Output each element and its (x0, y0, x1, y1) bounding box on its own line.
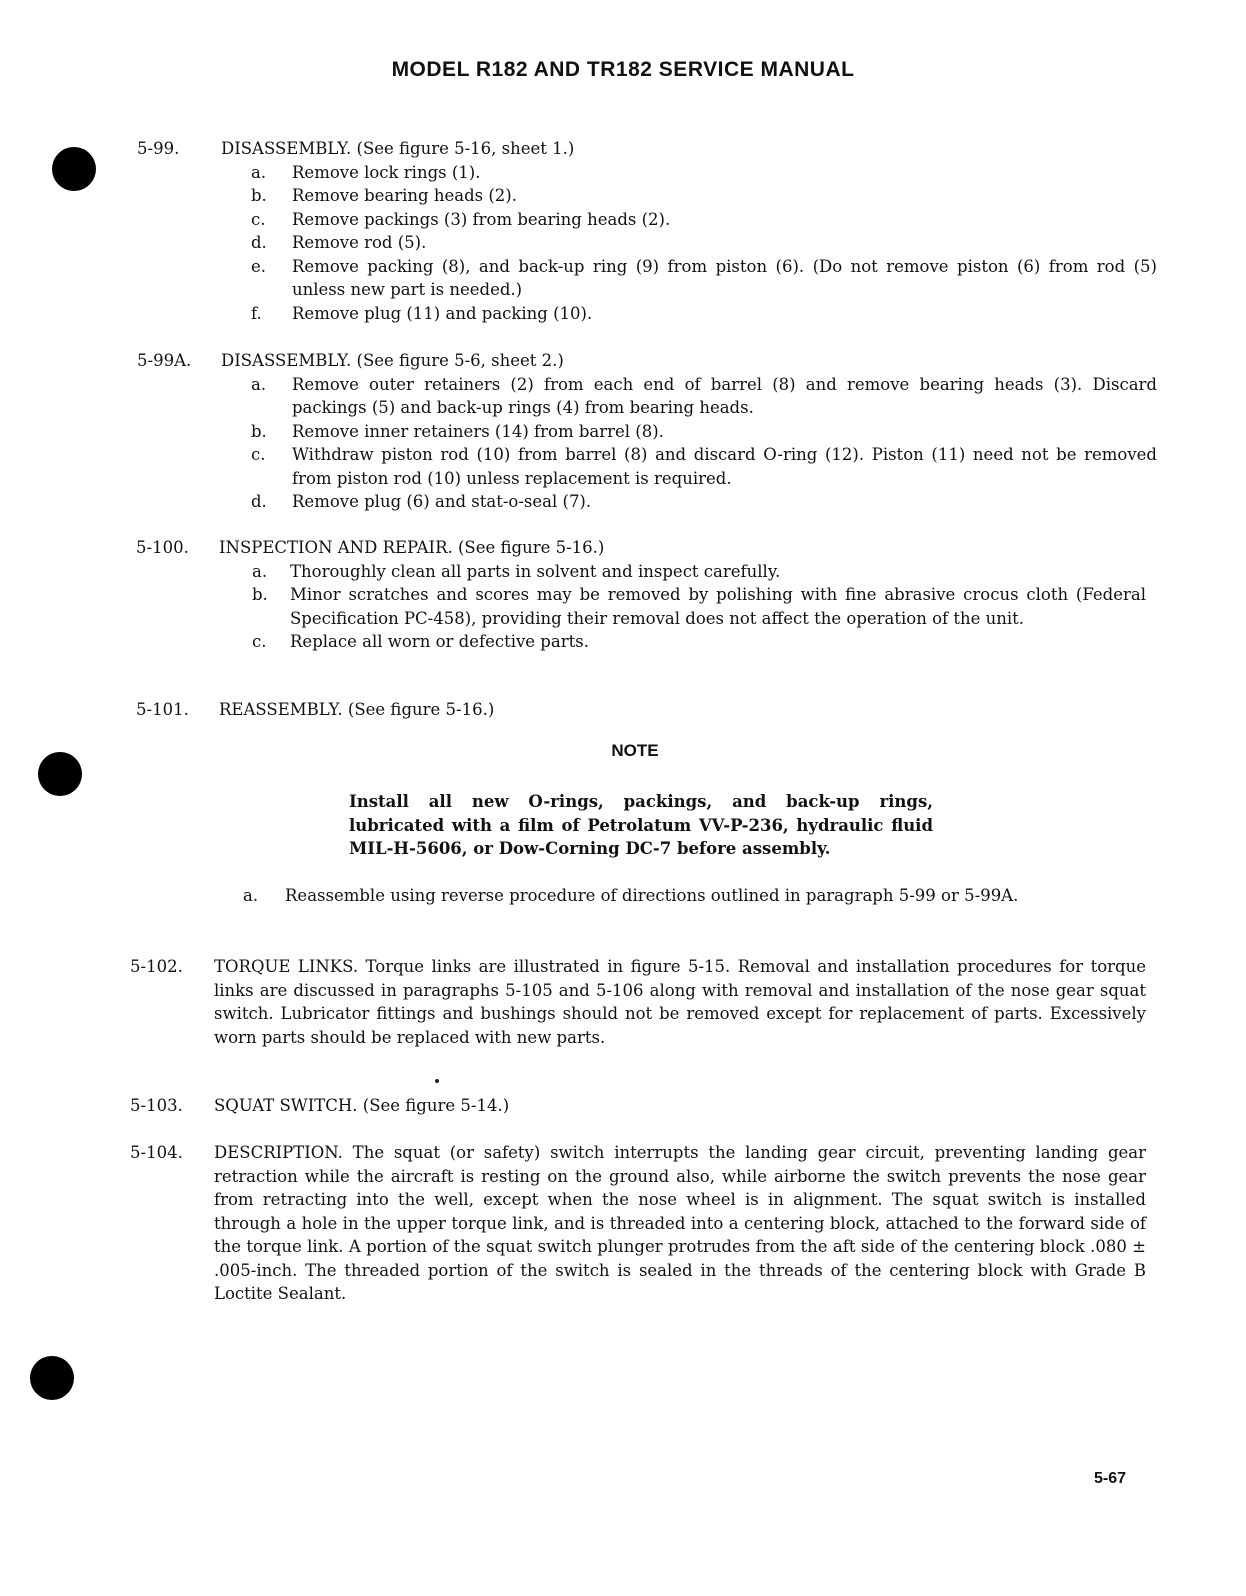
section-number: 5-99A. (137, 351, 192, 370)
section-5-101-steps (243, 884, 1143, 908)
binder-hole-middle (38, 752, 82, 796)
list-item: b. Remove bearing heads (2). (251, 186, 517, 205)
list-item: c. Remove packings (3) from bearing heads (2). (251, 209, 671, 229)
note-text: Install all new O-rings, packings, and back-up rings, lubricated with a film of Petrolatum VV-P-236, hydraulic fluid MIL-H-5606, or Dow-Corning DC-7 before assembly. (349, 792, 933, 858)
page-title: MODEL R182 AND TR182 SERVICE MANUAL (391, 58, 855, 81)
section-number: 5-103. (130, 1096, 183, 1115)
section-number: 5-100. (136, 538, 189, 557)
list-item: a. Remove lock rings (1). (251, 162, 481, 182)
section-number: 5-99. (137, 139, 180, 158)
list-item: f. Remove plug (11) and packing (10). (251, 303, 593, 323)
list-item: c. Replace all worn or defective parts. (252, 632, 589, 651)
section-text: DESCRIPTION. The squat (or safety) switch interrupts the landing gear circuit, preventing landing gear retraction while the aircraft is resting on the ground also, while airborne the switch prevents the nose gear from retracting into the well, except when the nose wheel is in alignment. The squat switch is installed through a hole in the upper torque link, and is threaded into a centering block, attached to the forward side of the torque link. A portion of the squat switch plunger protrudes from the aft side of the centering block .080 ± .005-inch. The threaded portion of the switch is sealed in the threads of the centering block with Grade B Loctite Sealant. (214, 1143, 1146, 1303)
binder-hole-top (52, 147, 96, 191)
list-item: b. Minor scratches and scores may be removed by polishing with fine abrasive crocus cloth (Federal Specification PC-458), providing their removal does not affect the operation of the unit. (252, 585, 1146, 628)
list-item: d. Remove rod (5). (251, 233, 427, 252)
list-item: a. Thoroughly clean all parts in solvent and inspect carefully. (252, 561, 781, 581)
section-number: 5-102. (130, 957, 183, 976)
list-item: b. Remove inner retainers (14) from barrel (8). (251, 421, 664, 441)
section-number: 5-104. (130, 1143, 183, 1162)
list-item: d. Remove plug (6) and stat-o-seal (7). (251, 492, 592, 511)
section-number: 5-101. (136, 700, 189, 719)
page-number: 5-67 (1094, 1470, 1127, 1487)
section-heading: DISASSEMBLY. (See figure 5-16, sheet 1.) (221, 139, 575, 158)
section-heading: DISASSEMBLY. (See figure 5-6, sheet 2.) (221, 351, 564, 370)
section-heading: INSPECTION AND REPAIR. (See figure 5-16.) (219, 538, 605, 557)
list-item: a. Remove outer retainers (2) from each end of barrel (8) and remove bearing heads (3). Discard packings (5) and back-up rings (4) from bearing heads. (251, 374, 1157, 417)
scan-speck (435, 1079, 439, 1083)
note-title: NOTE (611, 741, 659, 760)
section-heading: REASSEMBLY. (See figure 5-16.) (219, 700, 495, 719)
list-item: a. Reassemble using reverse procedure of directions outlined in paragraph 5-99 or 5-99A. (243, 886, 1019, 905)
binder-hole-bottom (30, 1356, 74, 1400)
list-item: c. Withdraw piston rod (10) from barrel (8) and discard O-ring (12). Piston (11) need not be removed from piston rod (10) unless replacement is required. (251, 445, 1157, 488)
section-text: SQUAT SWITCH. (See figure 5-14.) (214, 1096, 510, 1115)
section-text: TORQUE LINKS. Torque links are illustrated in figure 5-15. Removal and installation procedures for torque links are discussed in paragraphs 5-105 and 5-106 along with removal and installation of the nose gear squat switch. Lubricator fittings and bushings should not be removed except for replacement of parts. Excessively worn parts should be replaced with new parts. (214, 957, 1146, 1047)
list-item: e. Remove packing (8), and back-up ring (9) from piston (6). (Do not remove piston (6) from rod (5) unless new part is needed.) (251, 256, 1157, 299)
